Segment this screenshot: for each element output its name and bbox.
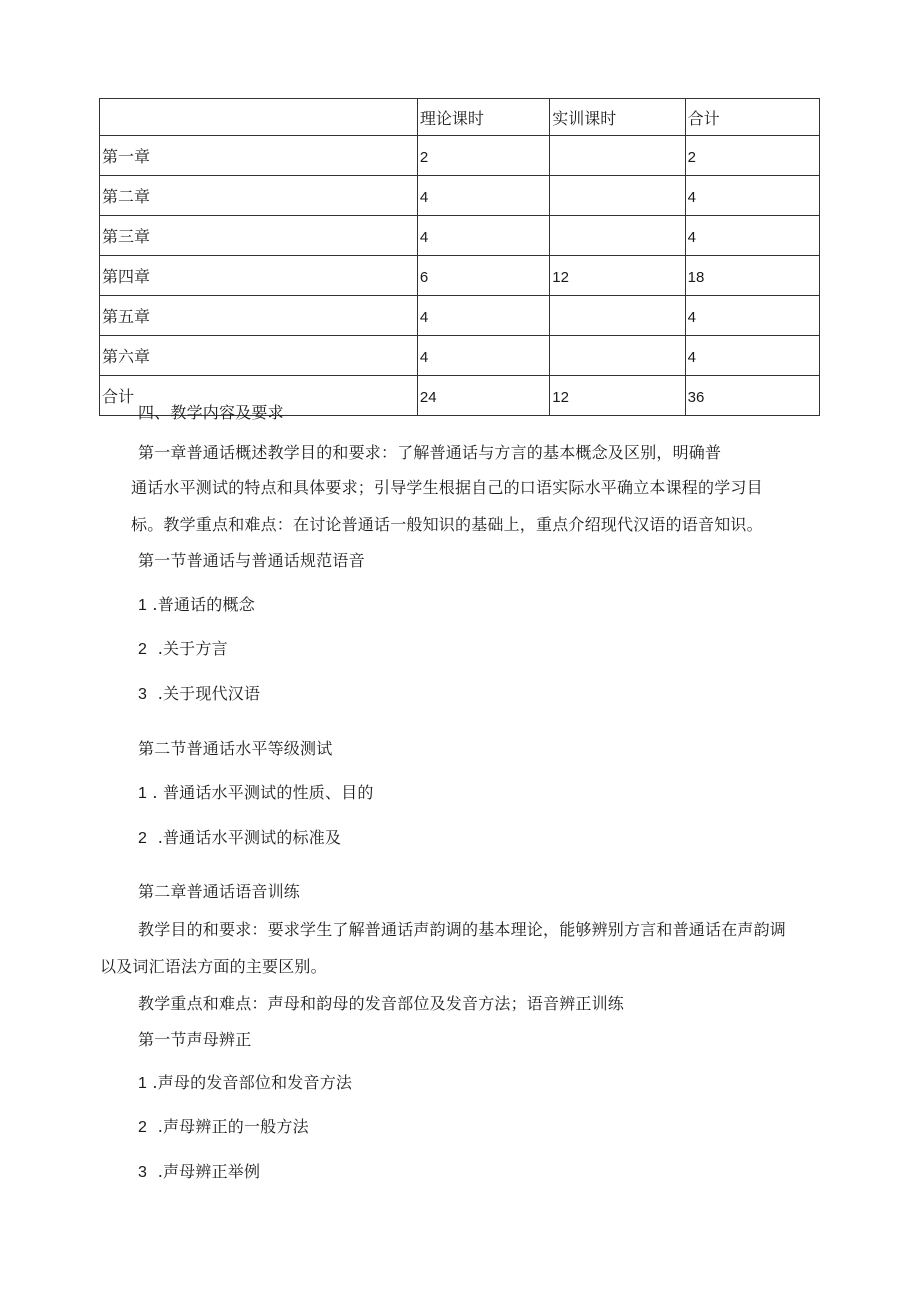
course-hours-table <box>99 98 820 416</box>
theory-hours-cell: 4 <box>417 336 549 376</box>
table-row <box>100 296 820 336</box>
total-hours-cell: 4 <box>685 176 819 216</box>
chapter-cell: 第二章 <box>100 176 418 216</box>
table-row <box>100 216 820 256</box>
chapter-cell: 第三章 <box>100 216 418 256</box>
section-heading: 四、教学内容及要求 <box>138 403 284 422</box>
chapter-cell: 第五章 <box>100 296 418 336</box>
practice-hours-cell <box>550 136 685 176</box>
list-item-text: .声母的发音部位和发音方法 <box>152 1073 353 1092</box>
chapter-cell: 第四章 <box>100 256 418 296</box>
table-row <box>100 336 820 376</box>
practice-hours-cell <box>550 296 685 336</box>
list-item <box>138 681 260 704</box>
list-item-text: .关于方言 <box>157 639 228 658</box>
total-label-cell: 合计 <box>100 376 418 416</box>
theory-hours-cell: 6 <box>417 256 549 296</box>
table-row <box>100 256 820 296</box>
list-item-number: 1 <box>138 1075 148 1092</box>
total-hours-cell: 4 <box>685 296 819 336</box>
chapter2-section1-title: 第一节声母辨正 <box>138 1030 252 1049</box>
header-cell: 实训课时 <box>550 99 685 136</box>
list-item-text: .关于现代汉语 <box>157 684 261 703</box>
chapter1-intro-line: 标。教学重点和难点：在讨论普通话一般知识的基础上，重点介绍现代汉语的语音知识。 <box>131 515 763 534</box>
total-hours-cell: 18 <box>685 256 819 296</box>
chapter2-title: 第二章普通话语音训练 <box>138 882 301 901</box>
chapter2-key-points: 教学重点和难点：声母和韵母的发音部位及发音方法；语音辨正训练 <box>138 994 625 1013</box>
chapter-cell: 第一章 <box>100 136 418 176</box>
practice-hours-cell <box>550 176 685 216</box>
header-cell: 理论课时 <box>417 99 549 136</box>
list-item <box>138 825 341 848</box>
practice-hours-cell: 12 <box>550 376 685 416</box>
list-item-text: . 普通话水平测试的性质、目的 <box>152 783 374 802</box>
list-item <box>138 1159 260 1182</box>
chapter1-section2-title: 第二节普通话水平等级测试 <box>138 739 333 758</box>
practice-hours-cell: 12 <box>550 256 685 296</box>
list-item <box>138 1070 352 1093</box>
list-item-number: 3 <box>138 1164 148 1181</box>
theory-hours-cell: 4 <box>417 176 549 216</box>
table-row <box>100 136 820 176</box>
chapter1-section1-title: 第一节普通话与普通话规范语音 <box>138 551 365 570</box>
list-item-text: .普通话水平测试的标准及 <box>157 828 342 847</box>
header-cell: 合计 <box>685 99 819 136</box>
chapter1-intro-line: 第一章普通话概述教学目的和要求：了解普通话与方言的基本概念及区别，明确普 <box>138 443 722 462</box>
chapter2-goal-line: 以及词汇语法方面的主要区别。 <box>100 957 327 976</box>
chapter-cell: 第六章 <box>100 336 418 376</box>
list-item-number: 1 <box>138 597 148 614</box>
list-item <box>138 780 374 803</box>
header-cell <box>100 99 418 136</box>
list-item-text: .声母辨正的一般方法 <box>157 1117 309 1136</box>
list-item-number: 2 <box>138 641 148 658</box>
list-item <box>138 592 255 615</box>
list-item <box>138 1114 309 1137</box>
total-hours-cell: 4 <box>685 336 819 376</box>
list-item-number: 2 <box>138 1119 148 1136</box>
chapter1-intro-line: 通话水平测试的特点和具体要求；引导学生根据自己的口语实际水平确立本课程的学习目 <box>131 478 763 497</box>
theory-hours-cell: 24 <box>417 376 549 416</box>
list-item-number: 3 <box>138 686 148 703</box>
total-hours-cell: 36 <box>685 376 819 416</box>
practice-hours-cell <box>550 216 685 256</box>
table-header-row <box>100 99 820 136</box>
practice-hours-cell <box>550 336 685 376</box>
total-hours-cell: 2 <box>685 136 819 176</box>
theory-hours-cell: 4 <box>417 216 549 256</box>
list-item-number: 2 <box>138 830 148 847</box>
list-item <box>138 636 228 659</box>
list-item-text: .普通话的概念 <box>152 595 255 614</box>
list-item-text: .声母辨正举例 <box>157 1162 261 1181</box>
list-item-number: 1 <box>138 785 148 802</box>
theory-hours-cell: 4 <box>417 296 549 336</box>
chapter2-goal-line: 教学目的和要求：要求学生了解普通话声韵调的基本理论，能够辨别方言和普通话在声韵调 <box>138 920 787 939</box>
theory-hours-cell: 2 <box>417 136 549 176</box>
table-row <box>100 176 820 216</box>
total-hours-cell: 4 <box>685 216 819 256</box>
